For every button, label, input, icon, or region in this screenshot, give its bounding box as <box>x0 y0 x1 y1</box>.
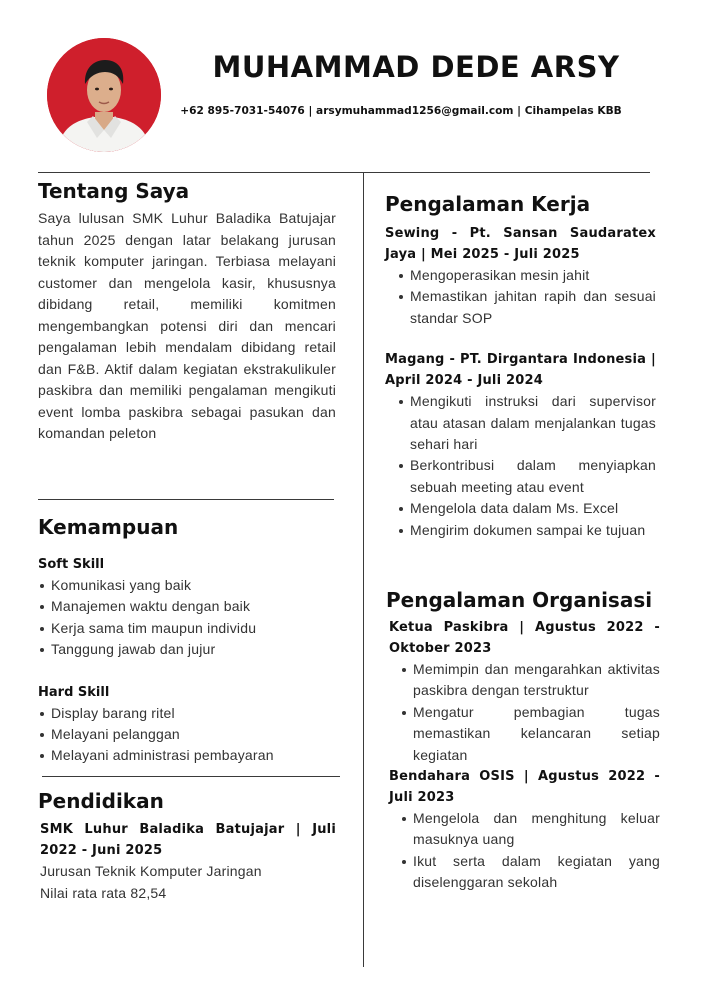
list-item: Melayani administrasi pembayaran <box>38 745 338 766</box>
profile-photo <box>47 38 161 152</box>
list-item: Memastikan jahitan rapih dan sesuai standar SOP <box>397 286 656 329</box>
hard-skill-title: Hard Skill <box>38 684 110 700</box>
person-name: MUHAMMAD DEDE ARSY <box>212 50 620 84</box>
work-title: Pengalaman Kerja <box>385 192 591 216</box>
list-item: Mengikuti instruksi dari supervisor atau atasan dalam menjalankan tugas sehari hari <box>397 391 656 455</box>
organization-section <box>386 587 660 894</box>
work-job-title: Magang - PT. Dirgantara Indonesia | April 2024 - Juli 2024 <box>385 352 656 389</box>
skills-title: Kemampuan <box>38 515 179 539</box>
skills-divider <box>42 776 340 777</box>
soft-skill-list <box>38 575 338 661</box>
list-item: Kerja sama tim maupun individu <box>38 618 338 639</box>
organization-title: Pengalaman Organisasi <box>386 588 653 612</box>
education-title: Pendidikan <box>38 789 164 813</box>
skills-section <box>38 514 338 767</box>
list-item: Manajemen waktu dengan baik <box>38 596 338 617</box>
about-section <box>38 178 336 445</box>
org-role-title: Ketua Paskibra | Agustus 2022 - Oktober 2023 <box>389 620 660 656</box>
org-role-points <box>400 808 660 894</box>
list-item: Mengelola data dalam Ms. Excel <box>397 498 656 519</box>
list-item: Memimpin dan mengarahkan aktivitas paskibra dengan terstruktur <box>400 659 660 702</box>
hard-skill-list <box>38 703 338 767</box>
person-portrait-icon <box>47 38 161 152</box>
work-job-points <box>397 265 656 329</box>
about-text: Saya lulusan SMK Luhur Baladika Batujajar tahun 2025 dengan latar belakang jurusan teknik komputer jaringan. Terbiasa melayani customer dan mengelola kasir, khususnya dibidang retail, memiliki komitmen mengembangkan potensi diri dan mencari pengalaman lebih mendalam dibidang retail dan F&B. Aktif dalam kegiatan ekstrakulikuler paskibra dan memiliki pengalaman mengikuti event lomba paskibra sebagai pasukan dan komandan peleton <box>38 210 336 441</box>
list-item: Ikut serta dalam kegiatan yang diselenggaran sekolah <box>400 851 660 894</box>
education-section <box>38 788 336 904</box>
list-item: Mengatur pembagian tugas memastikan kelancaran setiap kegiatan <box>400 702 660 766</box>
left-column <box>38 178 336 445</box>
header-divider <box>38 172 650 173</box>
contact-info: +62 895-7031-54076 | arsymuhammad1256@gmail.com | Cihampelas KBB <box>180 105 622 117</box>
work-job-title: Sewing - Pt. Sansan Saudaratex Jaya | Mei 2025 - Juli 2025 <box>385 226 656 262</box>
work-job-points <box>397 391 656 541</box>
list-item: Tanggung jawab dan jujur <box>38 639 338 660</box>
list-item: Berkontribusi dalam menyiapkan sebuah meeting atau event <box>397 455 656 498</box>
soft-skill-title: Soft Skill <box>38 557 105 572</box>
org-role-points <box>400 659 660 766</box>
list-item: Mengelola dan menghitung keluar masuknya uang <box>400 808 660 851</box>
list-item: Display barang ritel <box>38 703 338 724</box>
list-item: Komunikasi yang baik <box>38 575 338 596</box>
about-divider <box>38 499 334 500</box>
list-item: Mengirim dokumen sampai ke tujuan <box>397 520 656 541</box>
about-title: Tentang Saya <box>38 179 190 203</box>
education-major: Jurusan Teknik Komputer Jaringan <box>40 863 262 879</box>
education-school: SMK Luhur Baladika Batujajar | Juli 2022 - Juni 2025 <box>40 822 336 858</box>
education-grade: Nilai rata rata 82,54 <box>40 884 167 901</box>
column-divider <box>363 172 364 967</box>
org-role-title: Bendahara OSIS | Agustus 2022 - Juli 2023 <box>389 769 660 806</box>
work-section <box>385 191 656 541</box>
list-item: Melayani pelanggan <box>38 724 338 745</box>
list-item: Mengoperasikan mesin jahit <box>397 265 656 286</box>
